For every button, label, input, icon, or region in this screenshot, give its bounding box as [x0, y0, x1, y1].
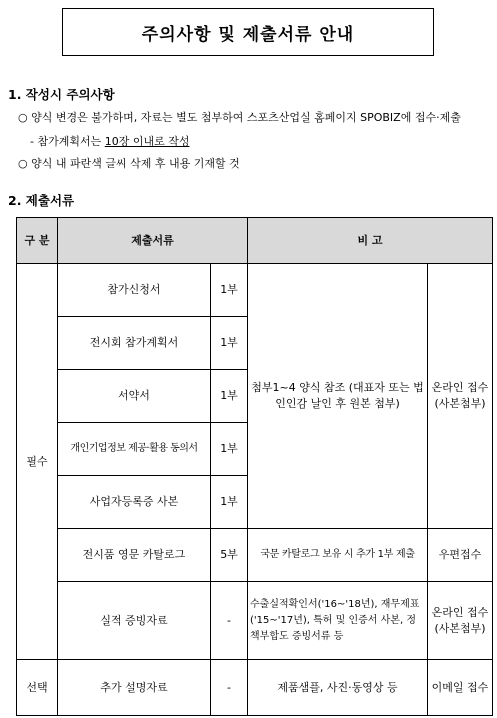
group-method: 온라인 접수 (사본첨부)	[428, 264, 493, 529]
header-remarks: 비 고	[248, 218, 493, 264]
notice-sub-prefix: - 참가계획서는	[30, 135, 102, 148]
notice-item-1-text: 양식 변경은 불가하며, 자료는 별도 첨부하여 스포츠산업실 홈페이지 SPOBIZ에 접수·제출	[31, 111, 461, 124]
notice-item-2-text: 양식 내 파란색 글씨 삭제 후 내용 기재할 것	[31, 157, 240, 170]
doc-count: 1부	[211, 476, 248, 529]
page-title: 주의사항 및 제출서류 안내	[62, 8, 434, 56]
notice-sub-item	[30, 133, 189, 149]
doc-count: -	[211, 582, 248, 660]
table-row	[17, 264, 493, 317]
row-note: 국문 카탈로그 보유 시 추가 1부 제출	[248, 529, 428, 582]
table-row	[17, 660, 493, 716]
doc-name: 사업자등록증 사본	[58, 476, 211, 529]
section-1-heading: 1. 작성시 주의사항	[8, 87, 115, 102]
bullet-circle-icon: ○	[18, 157, 28, 170]
row-method: 우편접수	[428, 529, 493, 582]
doc-name: 참가신청서	[58, 264, 211, 317]
header-documents: 제출서류	[58, 218, 248, 264]
doc-name: 개인기업정보 제공·활용 동의서	[58, 423, 211, 476]
notice-item-1	[18, 109, 461, 125]
doc-count: 1부	[211, 264, 248, 317]
doc-name: 서약서	[58, 370, 211, 423]
doc-name: 전시회 참가계획서	[58, 317, 211, 370]
notice-sub-underlined: 10장 이내로 작성	[104, 135, 190, 148]
documents-table	[16, 217, 493, 716]
row-note: 수출실적확인서('16~'18년), 재무제표('15~'17년), 특허 및 인증서 사본, 정책부합도 증빙서류 등	[248, 582, 428, 660]
row-note: 제품샘플, 사진·동영상 등	[248, 660, 428, 716]
doc-count: 1부	[211, 423, 248, 476]
section-2-heading: 2. 제출서류	[8, 193, 75, 208]
table-row	[17, 529, 493, 582]
doc-count: -	[211, 660, 248, 716]
doc-count: 5부	[211, 529, 248, 582]
category-required: 필수	[17, 264, 58, 660]
bullet-circle-icon: ○	[18, 111, 28, 124]
header-category: 구 분	[17, 218, 58, 264]
doc-name: 실적 증빙자료	[58, 582, 211, 660]
doc-count: 1부	[211, 370, 248, 423]
table-row	[17, 582, 493, 660]
row-method: 이메일 접수	[428, 660, 493, 716]
notice-item-2	[18, 155, 240, 171]
doc-name: 전시품 영문 카탈로그	[58, 529, 211, 582]
row-method: 온라인 접수 (사본첨부)	[428, 582, 493, 660]
category-optional: 선택	[17, 660, 58, 716]
doc-count: 1부	[211, 317, 248, 370]
table-header-row	[17, 218, 493, 264]
group-note: 첨부1~4 양식 참조 (대표자 또는 법인인감 날인 후 원본 첨부)	[248, 264, 428, 529]
doc-name: 추가 설명자료	[58, 660, 211, 716]
